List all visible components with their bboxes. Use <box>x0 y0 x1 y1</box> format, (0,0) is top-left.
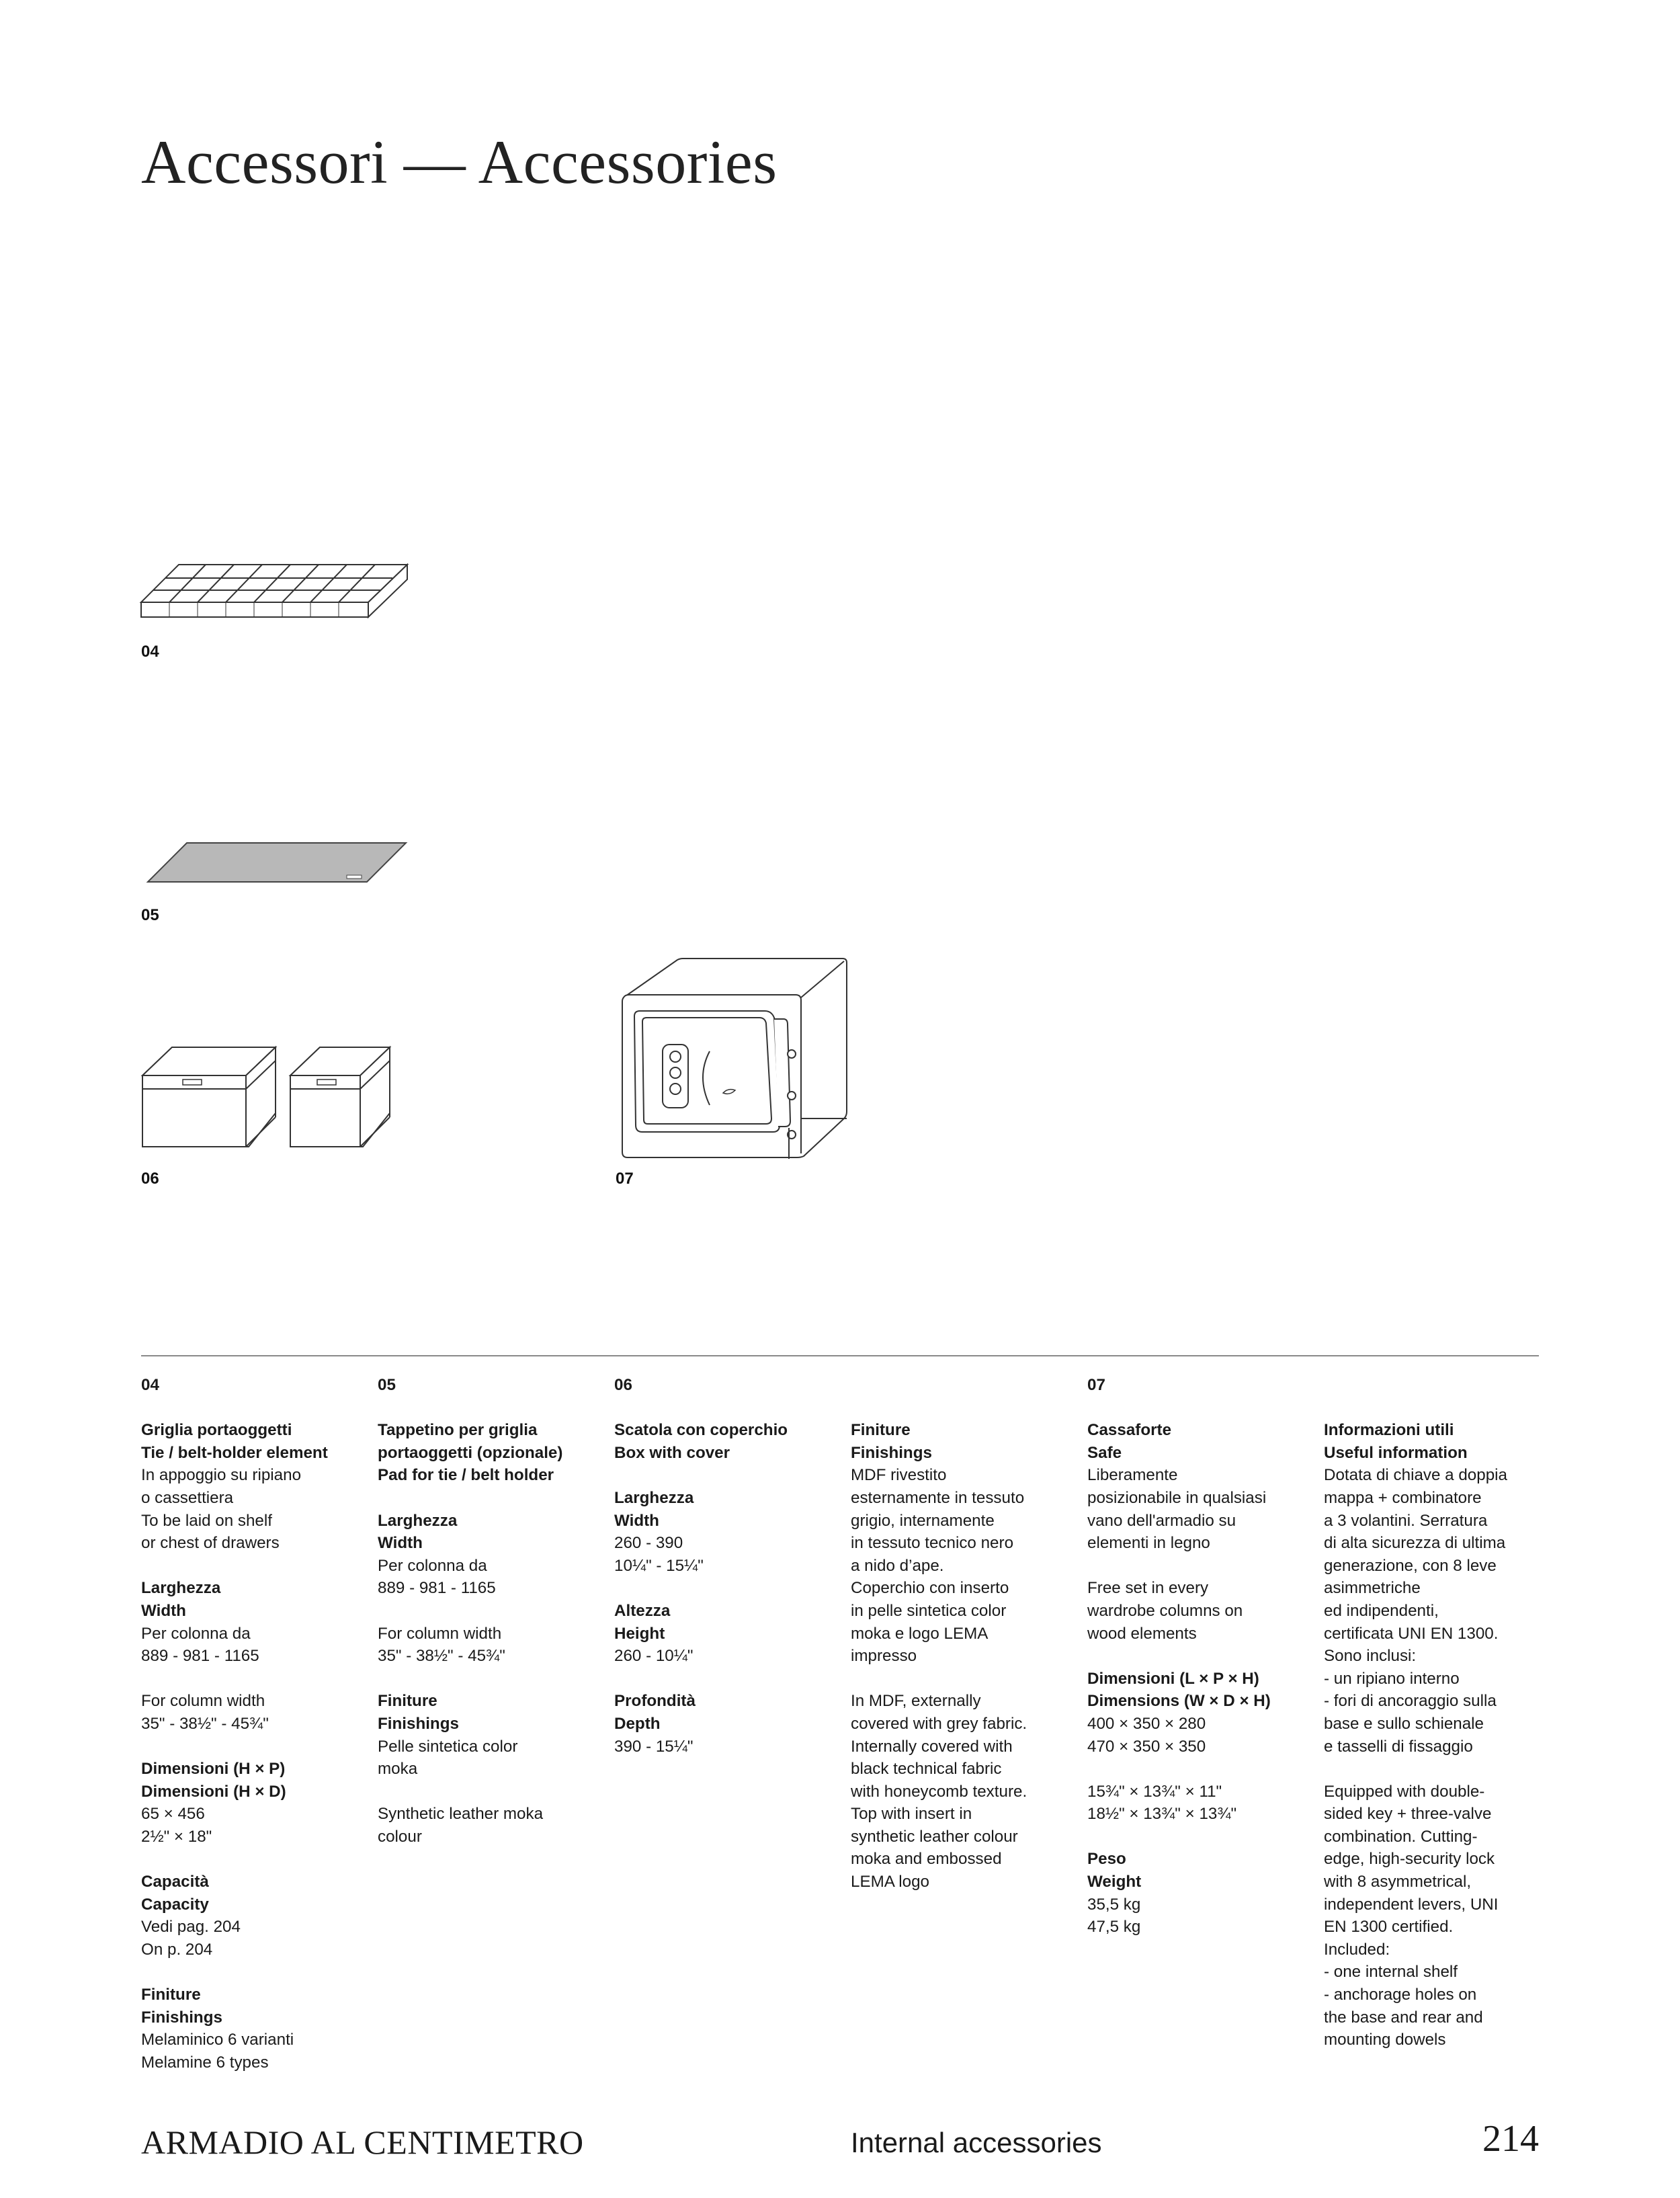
spec-text: wood elements <box>1087 1624 1197 1643</box>
spec-text: On p. 204 <box>141 1940 213 1959</box>
spec-block <box>851 1690 1073 1893</box>
spec-text: independent levers, UNI <box>1324 1895 1499 1914</box>
spec-text: moka and embossed <box>851 1850 1002 1869</box>
spec-text: Coperchio con inserto <box>851 1579 1009 1598</box>
spec-block <box>378 1623 599 1668</box>
spec-block <box>1087 1781 1309 1826</box>
spec-block <box>614 1690 836 1758</box>
spec-text: moka <box>378 1760 418 1779</box>
figure-05-label: 05 <box>141 906 159 924</box>
spec-heading: Width <box>378 1534 423 1553</box>
spec-heading: Finiture <box>851 1421 911 1440</box>
spec-heading: Dimensioni (H × P) <box>141 1760 286 1779</box>
spec-heading: Finishings <box>851 1443 932 1462</box>
spec-text: Melamine 6 types <box>141 2053 269 2072</box>
spec-block <box>141 1690 363 1735</box>
spec-text: For column width <box>378 1624 502 1643</box>
spec-heading: Altezza <box>614 1601 671 1620</box>
spec-text: edge, high-security lock <box>1324 1850 1495 1869</box>
spec-text: 390 - 15¼" <box>614 1737 694 1756</box>
spec-heading: Capacity <box>141 1895 209 1914</box>
spec-heading: Larghezza <box>614 1488 694 1507</box>
spec-text: combination. Cutting- <box>1324 1827 1478 1846</box>
spec-text: esternamente in tessuto <box>851 1488 1025 1507</box>
spec-text: MDF rivestito <box>851 1466 947 1485</box>
spec-text: To be laid on shelf <box>141 1511 272 1530</box>
figure-06-boxes <box>141 1046 396 1153</box>
spec-text: Melaminico 6 varianti <box>141 2031 294 2049</box>
spec-block <box>378 1510 599 1600</box>
page-number: 214 <box>1482 2118 1539 2160</box>
figure-06-label: 06 <box>141 1170 159 1188</box>
spec-text: posizionabile in qualsiasi <box>1087 1488 1267 1507</box>
spec-text: - fori di ancoraggio sulla <box>1324 1692 1497 1711</box>
spec-heading: Useful information <box>1324 1443 1468 1462</box>
spec-heading: Dimensions (W × D × H) <box>1087 1692 1271 1711</box>
spec-heading: Box with cover <box>614 1443 730 1462</box>
spec-text: elementi in legno <box>1087 1534 1210 1553</box>
spec-heading: Finishings <box>141 2008 222 2027</box>
column-number: 04 <box>141 1376 159 1394</box>
spec-text: In MDF, externally <box>851 1692 981 1711</box>
spec-heading: Height <box>614 1624 665 1643</box>
spec-text: grigio, internamente <box>851 1511 995 1530</box>
spec-text: colour <box>378 1827 422 1846</box>
figure-07-safe <box>616 957 851 1159</box>
spec-heading: Scatola con coperchio <box>614 1421 788 1440</box>
spec-column-06 <box>614 1374 836 1758</box>
spec-text: synthetic leather colour <box>851 1827 1018 1846</box>
spec-text: Synthetic leather moka <box>378 1805 544 1824</box>
spec-block <box>378 1690 599 1780</box>
spec-text: Vedi pag. 204 <box>141 1918 241 1937</box>
figure-07-label: 07 <box>616 1170 634 1188</box>
spec-column-05 <box>378 1374 599 1848</box>
spec-heading: Profondità <box>614 1692 696 1711</box>
spec-block <box>141 1984 363 2074</box>
spec-text: Per colonna da <box>378 1556 487 1575</box>
spec-heading: Dimensioni (L × P × H) <box>1087 1669 1259 1688</box>
figure-04-grid-tray <box>140 562 409 622</box>
figure-05-pad <box>146 842 409 885</box>
spec-text: with 8 asymmetrical, <box>1324 1873 1472 1891</box>
spec-text: ed indipendenti, <box>1324 1601 1439 1620</box>
spec-text: Equipped with double- <box>1324 1782 1485 1801</box>
spec-text: mounting dowels <box>1324 2031 1446 2049</box>
spec-text: Sono inclusi: <box>1324 1647 1417 1666</box>
spec-text: certificata UNI EN 1300. <box>1324 1624 1499 1643</box>
spec-heading: Cassaforte <box>1087 1421 1172 1440</box>
spec-text: asimmetriche <box>1324 1579 1421 1598</box>
spec-heading: Depth <box>614 1714 661 1733</box>
spec-heading: Dimensioni (H × D) <box>141 1782 286 1801</box>
spec-text: Free set in every <box>1087 1579 1209 1598</box>
spec-text: 15¾" × 13¾" × 11" <box>1087 1782 1222 1801</box>
spec-text: 260 - 390 <box>614 1534 683 1553</box>
spec-text: Included: <box>1324 1940 1390 1959</box>
spec-text: 10¼" - 15¼" <box>614 1556 704 1575</box>
column-number <box>851 1374 1073 1397</box>
spec-heading: Finishings <box>378 1714 459 1733</box>
spec-text: Internally covered with <box>851 1737 1013 1756</box>
spec-block <box>1087 1419 1309 1555</box>
spec-text: in pelle sintetica color <box>851 1601 1007 1620</box>
spec-text: a 3 volantini. Serratura <box>1324 1511 1488 1530</box>
spec-column-04 <box>141 1374 363 2074</box>
spec-block <box>141 1419 363 1555</box>
spec-heading: Finiture <box>141 1986 201 2004</box>
page-title: Accessori — Accessories <box>141 128 778 196</box>
spec-text: Liberamente <box>1087 1466 1178 1485</box>
spec-text: o cassettiera <box>141 1488 234 1507</box>
spec-text: Per colonna da <box>141 1624 251 1643</box>
spec-heading: Tappetino per griglia <box>378 1421 538 1440</box>
spec-text: 35" - 38½" - 45¾" <box>378 1647 505 1666</box>
spec-heading: Informazioni utili <box>1324 1421 1454 1440</box>
spec-text: with honeycomb texture. <box>851 1782 1027 1801</box>
spec-text: 35" - 38½" - 45¾" <box>141 1714 269 1733</box>
spec-heading: Capacità <box>141 1873 209 1891</box>
column-number: 07 <box>1087 1376 1105 1394</box>
spec-heading: Finiture <box>378 1692 437 1711</box>
spec-text: vano dell'armadio su <box>1087 1511 1236 1530</box>
spec-text: in tessuto tecnico nero <box>851 1534 1014 1553</box>
spec-text: 47,5 kg <box>1087 1918 1141 1937</box>
spec-text: a nido d’ape. <box>851 1556 944 1575</box>
spec-text: mappa + combinatore <box>1324 1488 1482 1507</box>
spec-text: 260 - 10¼" <box>614 1647 694 1666</box>
spec-text: base e sullo schienale <box>1324 1714 1484 1733</box>
spec-block <box>1324 1419 1546 1758</box>
spec-heading: Tie / belt-holder element <box>141 1443 328 1462</box>
spec-text: - un ripiano interno <box>1324 1669 1460 1688</box>
spec-block <box>614 1487 836 1577</box>
spec-text: generazione, con 8 leve <box>1324 1556 1497 1575</box>
column-number <box>1324 1374 1546 1397</box>
spec-heading: Width <box>614 1511 659 1530</box>
spec-text: black technical fabric <box>851 1760 1002 1779</box>
spec-block <box>1087 1668 1309 1758</box>
spec-heading: Griglia portaoggetti <box>141 1421 292 1440</box>
spec-block <box>141 1758 363 1848</box>
spec-column-useful-info <box>1324 1374 1546 2051</box>
spec-text: 470 × 350 × 350 <box>1087 1737 1206 1756</box>
spec-column-07 <box>1087 1374 1309 1939</box>
spec-text: 35,5 kg <box>1087 1895 1141 1914</box>
spec-text: e tasselli di fissaggio <box>1324 1737 1473 1756</box>
spec-text: wardrobe columns on <box>1087 1601 1243 1620</box>
spec-heading: Weight <box>1087 1873 1142 1891</box>
spec-block <box>614 1600 836 1668</box>
spec-text: - one internal shelf <box>1324 1963 1458 1982</box>
spec-text: 400 × 350 × 280 <box>1087 1714 1206 1733</box>
spec-text: For column width <box>141 1692 265 1711</box>
spec-text: di alta sicurezza di ultima <box>1324 1534 1506 1553</box>
column-number: 05 <box>378 1376 396 1394</box>
spec-text: or chest of drawers <box>141 1534 280 1553</box>
spec-block <box>1087 1848 1309 1938</box>
spec-text: covered with grey fabric. <box>851 1714 1027 1733</box>
spec-text: Top with insert in <box>851 1805 972 1824</box>
spec-heading: Peso <box>1087 1850 1126 1869</box>
spec-heading: Width <box>141 1601 186 1620</box>
spec-block <box>1324 1781 1546 2051</box>
spec-block <box>851 1419 1073 1668</box>
spec-text: the base and rear and <box>1324 2008 1483 2027</box>
spec-text: Pelle sintetica color <box>378 1737 518 1756</box>
spec-block <box>614 1419 836 1464</box>
spec-block <box>1087 1577 1309 1645</box>
spec-text: 889 - 981 - 1165 <box>378 1579 496 1598</box>
spec-heading: Larghezza <box>141 1579 221 1598</box>
spec-heading: Safe <box>1087 1443 1122 1462</box>
spec-text: EN 1300 certified. <box>1324 1918 1454 1937</box>
section-divider <box>141 1355 1539 1356</box>
spec-heading: Larghezza <box>378 1511 458 1530</box>
spec-text: 889 - 981 - 1165 <box>141 1647 259 1666</box>
spec-text: sided key + three-valve <box>1324 1805 1492 1824</box>
spec-text: In appoggio su ripiano <box>141 1466 302 1485</box>
figure-04-label: 04 <box>141 643 159 661</box>
footer-collection-name: ARMADIO AL CENTIMETRO <box>141 2123 584 2161</box>
spec-column-06-finishings <box>851 1374 1073 1894</box>
spec-block <box>141 1871 363 1961</box>
spec-text: Dotata di chiave a doppia <box>1324 1466 1507 1485</box>
spec-block <box>378 1419 599 1487</box>
spec-text: 18½" × 13¾" × 13¾" <box>1087 1805 1237 1824</box>
column-number: 06 <box>614 1376 632 1394</box>
spec-heading: portaoggetti (opzionale) <box>378 1443 563 1462</box>
spec-block <box>141 1577 363 1667</box>
footer-section-name: Internal accessories <box>851 2127 1102 2158</box>
spec-text: - anchorage holes on <box>1324 1986 1477 2004</box>
spec-heading: Pad for tie / belt holder <box>378 1466 554 1485</box>
spec-block <box>378 1803 599 1848</box>
spec-text: 65 × 456 <box>141 1805 205 1824</box>
spec-text: impresso <box>851 1647 917 1666</box>
spec-text: 2½" × 18" <box>141 1827 212 1846</box>
spec-text: moka e logo LEMA <box>851 1624 989 1643</box>
spec-text: LEMA logo <box>851 1873 929 1891</box>
